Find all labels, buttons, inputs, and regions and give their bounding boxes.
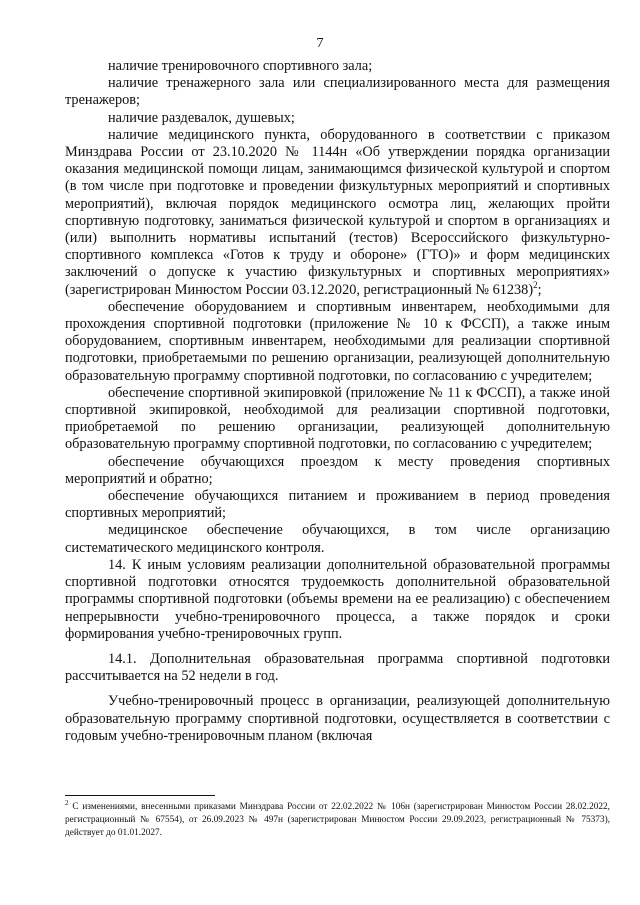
footnote-reference: 2 — [533, 279, 538, 290]
paragraph: Учебно-тренировочный процесс в организации, реализующей дополнительную образовательную программу спортивной подготовки, осуществляется в соответствии с годовым учебно-тренировочным планом (включая — [65, 693, 610, 744]
paragraph: наличие тренажерного зала или специализированного места для размещения тренажеров; — [65, 75, 610, 109]
paragraph: обеспечение обучающихся питанием и проживанием в период проведения спортивных мероприятий; — [65, 488, 610, 522]
footnote — [65, 798, 611, 840]
paragraph: наличие раздевалок, душевых; — [108, 109, 295, 126]
paragraph: обеспечение спортивной экипировкой (приложение № 11 к ФССП), а также иной спортивной экипировкой, необходимой для реализации спортивной подготовки, приобретаемой по решению организации, реализующей дополнительную образовательную программу спортивной подготовки, по согласованию с учредителем; — [65, 384, 610, 453]
paragraph-tail: ; — [537, 281, 542, 298]
paragraph: медицинское обеспечение обучающихся, в том числе организацию систематического медицинского контроля. — [65, 522, 610, 556]
paragraph: обеспечение обучающихся проездом к месту проведения спортивных мероприятий и обратно; — [65, 453, 610, 487]
footnote-mark: 2 — [65, 798, 69, 807]
paragraph-with-footnote — [65, 127, 610, 299]
paragraph: обеспечение оборудованием и спортивным инвентарем, необходимыми для прохождения спортивной подготовки (приложение № 10 к ФССП), а также иным оборудованием, спортивным инвентарем, необходимыми для реализации спортивной подготовки, приобретаемыми по решению организации, реализующей дополнительную образовательную программу спортивной подготовки, по согласованию с учредителем; — [65, 298, 610, 384]
footnote-divider — [65, 795, 215, 796]
document-body — [65, 58, 610, 745]
paragraph: 14.1. Дополнительная образовательная программа спортивной подготовки рассчитывается на 52 недели в год. — [65, 650, 610, 685]
paragraph-text: наличие медицинского пункта, оборудованного в соответствии с приказом Минздрава России от 23.10.2020 № 1144н «Об утверждении порядка организации оказания медицинской помощи лицам, занимающимся физической культурой и спортом (в том числе при подготовке и проведении физкультурных мероприятий и спортивных мероприятий), включая порядок медицинского осмотра лиц, желающих пройти спортивную подготовку, заниматься физической культурой и спортом в организациях и (или) выполнить нормативы испытаний (тестов) Всероссийского физкультурно-спортивного комплекса «Готов к труду и обороне» (ГТО)» и форм медицинских заключений о допуске к участию физкультурных и спортивных мероприятиях» (зарегистрирован Минюстом России 03.12.2020, регистрационный № 61238) — [65, 126, 610, 298]
page-number: 7 — [316, 36, 324, 51]
paragraph: 14. К иным условиям реализации дополнительной образовательной программы спортивной подготовки относятся трудоемкость дополнительной образовательной программы спортивной подготовки (объемы времени на ее реализацию) с обеспечением непрерывности учебно-тренировочного процесса, а также порядок и сроки формирования учебно-тренировочных групп. — [65, 556, 610, 642]
footnote-text: С изменениями, внесенными приказами Минздрава России от 22.02.2022 № 106н (зарегистрирован Минюстом России 28.02.2022, регистрационный № 67554), от 26.09.2023 № 497н (зарегистрирован Минюстом России 29.09.2023, регистрационный № 75373), действует до 01.01.2027. — [65, 802, 611, 838]
paragraph: наличие тренировочного спортивного зала; — [108, 58, 373, 74]
